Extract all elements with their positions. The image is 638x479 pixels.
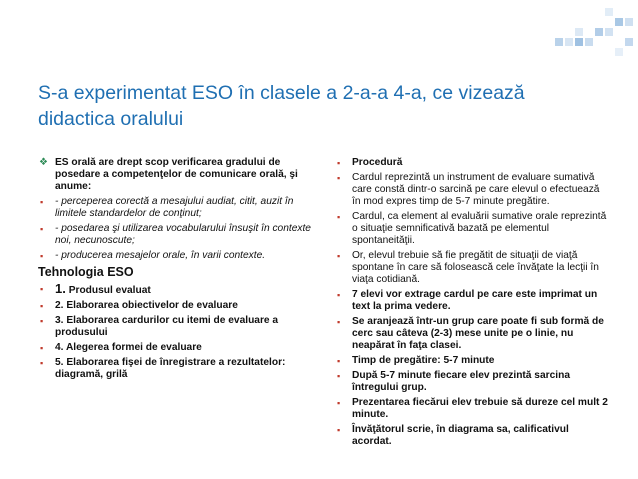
corner-decoration (0, 0, 638, 60)
diamond-bullet-icon: ❖ (39, 157, 48, 168)
square-bullet-icon: ▪ (337, 158, 341, 168)
list-item (38, 342, 320, 354)
list-item (38, 283, 320, 297)
list-item (335, 250, 610, 286)
square-bullet-icon: ▪ (337, 371, 341, 381)
list-item (335, 172, 610, 208)
list-item (335, 370, 610, 394)
list-item (38, 315, 320, 339)
slide-title: S-a experimentat ESO în clasele a 2-a-a 4-a, ce vizează didactica oralului (38, 82, 525, 130)
list-item-text: Se aranjează într-un grup care poate fi sub formă de cerc sau câteva (2-3) mese unite pe o linie, nu neapărat în faţa clasei. (352, 316, 604, 351)
square-bullet-icon: ▪ (40, 251, 44, 261)
list-item (335, 211, 610, 247)
list-item-text: Cardul, ca element al evaluării sumative orale reprezintă o situaţie semnificativă bazată pe elementul spontaneităţii. (352, 211, 607, 246)
list-item (38, 196, 320, 220)
right-column (335, 157, 610, 451)
list-item-text: - perceperea corectă a mesajului audiat, citit, auzit în limitele standardelor de conţinut; (55, 196, 294, 219)
square-bullet-icon: ▪ (40, 343, 44, 353)
list-item-text: După 5-7 minute fiecare elev prezintă sarcina întregului grup. (352, 370, 570, 393)
list-item (335, 424, 610, 448)
list-item (335, 355, 610, 367)
list-item (38, 300, 320, 312)
list-item-text: Procedură (352, 157, 403, 168)
list-item-text: 4. Alegerea formei de evaluare (55, 342, 202, 353)
list-item-text: Prezentarea fiecărui elev trebuie să dureze cel mult 2 minute. (352, 397, 608, 420)
list-item-text: Cardul reprezintă un instrument de evaluare sumativă care constă dintr-o sarcină pe care elevul o efectuează în mod expres timp de 5-7 minute pregătire. (352, 172, 600, 207)
square-bullet-icon: ▪ (337, 251, 341, 261)
list-item-text: Produsul evaluat (68, 285, 151, 296)
list-item (38, 157, 320, 193)
list-item (335, 289, 610, 313)
list-item (335, 157, 610, 169)
square-bullet-icon: ▪ (337, 290, 341, 300)
list-item (335, 397, 610, 421)
square-bullet-icon: ▪ (40, 301, 44, 311)
list-item (38, 223, 320, 247)
list-item-text: Timp de pregătire: 5-7 minute (352, 355, 495, 366)
square-bullet-icon: ▪ (337, 317, 341, 327)
square-bullet-icon: ▪ (337, 212, 341, 222)
square-bullet-icon: ▪ (337, 173, 341, 183)
square-bullet-icon: ▪ (337, 356, 341, 366)
list-item-text: 7 elevi vor extrage cardul pe care este imprimat un text la prima vedere. (352, 289, 598, 312)
list-item (38, 250, 320, 262)
left-column (38, 157, 320, 384)
square-bullet-icon: ▪ (40, 316, 44, 326)
technology-heading: Tehnologia ESO (38, 265, 134, 279)
list-item (335, 316, 610, 352)
list-item-text: - posedarea şi utilizarea vocabularului însuşit în contexte noi, necunoscute; (55, 223, 311, 246)
square-bullet-icon: ▪ (40, 358, 44, 368)
list-item-text: Or, elevul trebuie să fie pregătit de situaţii de viaţă spontane în care să folosească cele învăţate la lecţii în viaţa cotidiană. (352, 250, 599, 285)
square-bullet-icon: ▪ (337, 425, 341, 435)
list-item-text: - producerea mesajelor orale, în varii contexte. (55, 250, 266, 261)
step-number: 1. (55, 281, 66, 296)
square-bullet-icon: ▪ (40, 197, 44, 207)
list-item-text: 3. Elaborarea cardurilor cu itemi de evaluare a produsului (55, 315, 279, 338)
square-bullet-icon: ▪ (40, 224, 44, 234)
list-item-text: Învăţătorul scrie, în diagrama sa, calificativul acordat. (352, 424, 569, 447)
square-bullet-icon: ▪ (40, 284, 44, 294)
list-item-text: 2. Elaborarea obiectivelor de evaluare (55, 300, 238, 311)
list-item-text: 5. Elaborarea fişei de înregistrare a rezultatelor: diagramă, grilă (55, 357, 286, 380)
list-item (38, 357, 320, 381)
square-bullet-icon: ▪ (337, 398, 341, 408)
intro-text: ES orală are drept scop verificarea gradului de posedare a competenţelor de comunicare orală, şi anume: (55, 157, 298, 192)
